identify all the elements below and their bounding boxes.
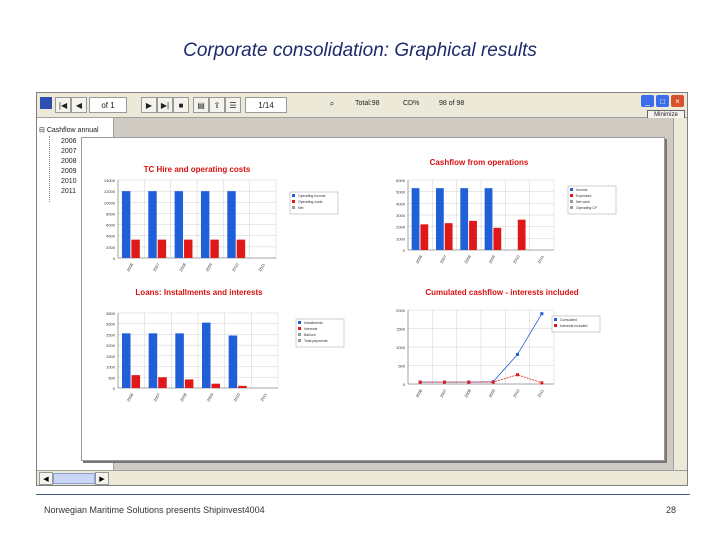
data-point xyxy=(516,353,519,356)
x-tick-label: 2006 xyxy=(125,262,135,273)
bar xyxy=(131,240,139,258)
slide-title: Corporate consolidation: Graphical results xyxy=(183,40,537,61)
first-page-button[interactable]: |◀ xyxy=(55,97,71,113)
bar xyxy=(210,240,218,258)
x-tick-label: 2006 xyxy=(414,254,424,265)
legend-swatch xyxy=(298,333,301,336)
y-tick-label: 6000 xyxy=(106,222,115,228)
x-tick-label: 2007 xyxy=(438,388,448,399)
x-tick-label: 2011 xyxy=(536,254,545,265)
maximize-window-button[interactable]: □ xyxy=(656,95,669,107)
chart-title: TC Hire and operating costs xyxy=(143,165,251,174)
y-tick-label: 500 xyxy=(108,375,115,381)
data-point xyxy=(540,381,543,384)
legend-swatch xyxy=(298,327,301,330)
y-tick-label: 4000 xyxy=(396,201,405,207)
x-tick-label: 2006 xyxy=(125,392,135,403)
bar xyxy=(227,191,235,258)
bar xyxy=(122,191,130,258)
legend-label: Interests xyxy=(304,327,318,331)
prev-page-button[interactable]: ◀ xyxy=(71,97,87,113)
y-tick-label: 2000 xyxy=(106,343,115,349)
total-label: Total:98 xyxy=(355,100,380,107)
bar xyxy=(175,333,184,388)
bar xyxy=(518,220,526,250)
legend-swatch xyxy=(570,194,573,197)
legend-label: Net xyxy=(298,206,304,210)
data-point xyxy=(492,381,495,384)
y-tick-label: 8000 xyxy=(106,211,115,217)
data-point xyxy=(516,373,519,376)
bar xyxy=(493,228,501,250)
x-tick-label: 2007 xyxy=(438,254,448,265)
bar xyxy=(485,188,493,250)
x-tick-label: 2011 xyxy=(536,388,545,399)
y-tick-label: 2000 xyxy=(396,308,405,313)
y-tick-label: 1000 xyxy=(396,345,405,350)
legend-swatch xyxy=(554,324,557,327)
chart-title: Cashflow from operations xyxy=(429,158,529,167)
bar xyxy=(229,336,238,389)
legend-swatch xyxy=(292,200,295,203)
y-tick-label: 6000 xyxy=(396,178,405,183)
tree-connector xyxy=(49,136,51,202)
legend-label: Income xyxy=(576,188,588,192)
y-tick-label: 3000 xyxy=(396,213,405,218)
y-tick-label: 2000 xyxy=(396,224,405,230)
y-tick-label: 4000 xyxy=(106,233,115,239)
x-tick-label: 2008 xyxy=(463,254,472,265)
bar xyxy=(436,188,444,250)
tree-item[interactable]: 2006 xyxy=(61,138,77,145)
x-tick-label: 2009 xyxy=(204,262,214,273)
y-tick-label: 0 xyxy=(402,248,405,253)
y-tick-label: 1500 xyxy=(106,353,115,359)
y-tick-label: 1000 xyxy=(106,364,115,370)
bar xyxy=(184,240,192,258)
x-tick-label: 2011 xyxy=(257,262,266,273)
x-tick-label: 2007 xyxy=(151,262,161,273)
legend-label: Cumulated xyxy=(560,318,577,322)
group-tree-icon[interactable]: ☰ xyxy=(225,97,241,113)
y-tick-label: 0 xyxy=(402,382,405,387)
x-tick-label: 2011 xyxy=(259,392,268,403)
x-tick-label: 2007 xyxy=(152,392,162,403)
legend-swatch xyxy=(554,318,557,321)
report-page xyxy=(81,137,665,461)
bar xyxy=(445,223,453,250)
x-tick-label: 2008 xyxy=(178,262,187,273)
bar xyxy=(175,191,183,258)
scroll-thumb[interactable] xyxy=(53,473,95,484)
y-tick-label: 1500 xyxy=(396,326,405,332)
legend-swatch xyxy=(570,206,573,209)
legend-label: Interests included xyxy=(560,324,588,328)
y-tick-label: 3500 xyxy=(106,311,115,316)
x-tick-label: 2010 xyxy=(230,262,240,273)
charts-area xyxy=(82,138,664,460)
bar xyxy=(420,224,428,250)
page-number: 28 xyxy=(666,505,677,515)
stop-button[interactable]: ■ xyxy=(173,97,189,113)
bar xyxy=(148,191,156,258)
percent-label: CD% xyxy=(403,100,420,107)
x-tick-label: 2009 xyxy=(487,254,497,265)
minimize-label-button[interactable]: Minimize xyxy=(647,110,685,119)
x-tick-label: 2009 xyxy=(205,392,215,403)
bar xyxy=(122,333,131,388)
bar xyxy=(237,240,245,258)
y-tick-label: 500 xyxy=(398,363,405,369)
minimize-window-button[interactable]: _ xyxy=(641,95,654,107)
x-tick-label: 2008 xyxy=(463,388,472,399)
tree-item[interactable]: 2011 xyxy=(61,188,77,195)
last-page-button[interactable]: ▶| xyxy=(157,97,173,113)
legend-label: Installments xyxy=(304,321,323,325)
y-tick-label: 0 xyxy=(112,256,115,261)
chart-title: Cumulated cashflow - interests included xyxy=(425,288,579,297)
vertical-scrollbar[interactable] xyxy=(673,118,687,470)
zoom-select[interactable]: 1/14 xyxy=(245,97,287,113)
data-point xyxy=(540,312,543,315)
x-tick-label: 2006 xyxy=(414,388,424,399)
y-tick-label: 12000 xyxy=(103,189,115,195)
viewer-toolbar xyxy=(37,93,687,118)
y-tick-label: 1000 xyxy=(396,236,405,242)
legend-swatch xyxy=(570,200,573,203)
binoculars-icon[interactable]: ⌕ xyxy=(329,99,335,108)
bar xyxy=(412,188,420,250)
bar xyxy=(202,323,211,388)
app-icon xyxy=(40,97,52,109)
bar xyxy=(212,384,221,388)
print-icon[interactable]: ▤ xyxy=(193,97,209,113)
scroll-right-icon[interactable]: ▶ xyxy=(95,472,109,485)
tree-item[interactable]: 2010 xyxy=(61,178,77,185)
legend-label: Balloon xyxy=(304,333,316,337)
bar xyxy=(469,221,477,250)
chart-title: Loans: Installments and interests xyxy=(135,288,263,297)
tree-root[interactable]: ⊟ Cashflow annual xyxy=(39,127,99,134)
legend-swatch xyxy=(570,188,573,191)
horizontal-scrollbar[interactable] xyxy=(37,470,687,485)
tree-item[interactable]: 2009 xyxy=(61,168,77,175)
bar xyxy=(158,240,166,258)
legend-label: Net cash xyxy=(576,200,590,204)
bar xyxy=(460,188,468,250)
y-tick-label: 3000 xyxy=(106,321,115,327)
data-point xyxy=(443,381,446,384)
bar xyxy=(132,375,141,388)
tree-item[interactable]: 2007 xyxy=(61,148,77,155)
legend-swatch xyxy=(292,206,295,209)
legend-swatch xyxy=(292,194,295,197)
bar xyxy=(238,386,247,388)
page-number-field[interactable]: of 1 xyxy=(89,97,127,113)
export-icon[interactable]: ⇪ xyxy=(209,97,225,113)
y-tick-label: 0 xyxy=(112,386,115,391)
x-tick-label: 2010 xyxy=(511,254,521,265)
legend-label: Operating income xyxy=(298,194,326,198)
data-point xyxy=(467,381,470,384)
footer-divider xyxy=(36,494,690,495)
y-tick-label: 5000 xyxy=(396,189,405,195)
tree-item[interactable]: 2008 xyxy=(61,158,77,165)
y-tick-label: 2000 xyxy=(106,244,115,250)
legend-label: Expenses xyxy=(576,194,592,198)
y-tick-label: 14000 xyxy=(103,178,115,183)
x-tick-label: 2010 xyxy=(232,392,242,403)
legend-swatch xyxy=(298,339,301,342)
data-point xyxy=(419,381,422,384)
close-window-button[interactable]: × xyxy=(671,95,684,107)
bar xyxy=(158,377,167,388)
x-tick-label: 2009 xyxy=(487,388,497,399)
next-page-button[interactable]: ▶ xyxy=(141,97,157,113)
legend-label: Operating costs xyxy=(298,200,323,204)
x-tick-label: 2010 xyxy=(511,388,521,399)
bar xyxy=(185,379,194,388)
slide-footer: Norwegian Maritime Solutions presents Shipinvest4004 xyxy=(44,505,265,515)
bar xyxy=(149,333,158,388)
legend-swatch xyxy=(298,321,301,324)
bar xyxy=(201,191,209,258)
legend-label: Operating CF xyxy=(576,206,598,210)
count-label: 98 of 98 xyxy=(439,100,465,107)
x-tick-label: 2008 xyxy=(178,392,188,403)
y-tick-label: 2500 xyxy=(106,332,115,338)
legend-label: Total payments xyxy=(304,339,328,343)
y-tick-label: 10000 xyxy=(103,200,115,206)
tree-root-label: Cashflow annual xyxy=(46,127,99,134)
scroll-left-icon[interactable]: ◀ xyxy=(39,472,53,485)
